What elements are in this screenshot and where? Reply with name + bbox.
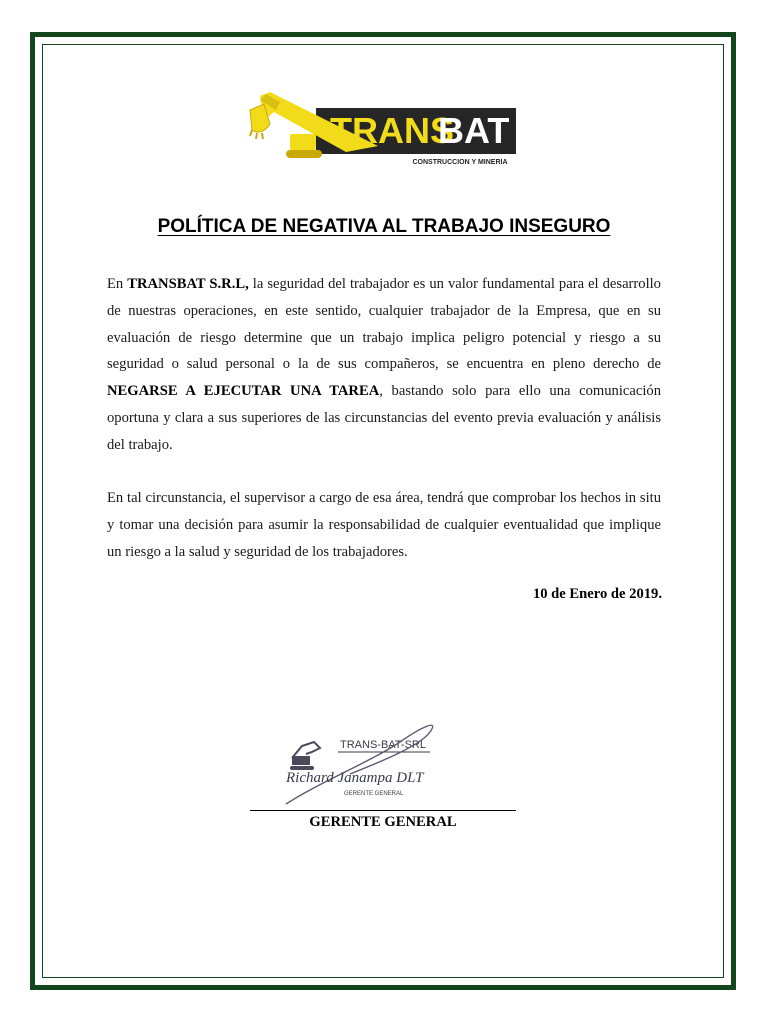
- transbat-logo: [246, 90, 521, 174]
- excavator-tracks-icon: [286, 150, 322, 158]
- stamp-excavator-icon: [292, 742, 320, 758]
- stamp-role: GERENTE GENERAL: [344, 791, 404, 797]
- signature-role: GERENTE GENERAL: [309, 814, 457, 830]
- paragraph-intro: En: [107, 276, 128, 292]
- company-name: TRANSBAT S.R.L,: [127, 276, 249, 292]
- paragraph-text-2: , bastando solo para ello una comunicación oportuna y clara a sus superiores de las circunstancias del evento previa evaluación y análisis del trabajo.: [107, 383, 661, 453]
- stamp-company: TRANS-BAT-SRL: [340, 739, 426, 751]
- signature-stamp: [280, 712, 480, 808]
- signature-graphic: [280, 712, 480, 808]
- policy-paragraph-2: En tal circunstancia, el supervisor a cargo de esa área, tendrá que comprobar los hechos in situ y tomar una decisión para asumir la responsabilidad de cualquier eventualidad que implique un riesgo a la salud y seguridad de los trabajadores.: [107, 490, 661, 560]
- document-date: 10 de Enero de 2019.: [532, 586, 662, 602]
- document-title: POLÍTICA DE NEGATIVA AL TRABAJO INSEGURO: [157, 216, 611, 237]
- excavator-cab-icon: [290, 134, 316, 150]
- logo-name-bat: BAT: [438, 110, 510, 151]
- signer-name: Richard Janampa DLT: [286, 770, 424, 786]
- excavator-logo-graphic: [246, 90, 521, 174]
- refusal-emphasis: NEGARSE A EJECUTAR UNA TAREA: [107, 383, 380, 400]
- logo-tagline: CONSTRUCCION Y MINERIA: [412, 159, 508, 166]
- stamp-excavator-body: [292, 756, 310, 765]
- logo-name-trans: TRANS: [330, 110, 454, 151]
- policy-paragraph-1: [107, 271, 661, 459]
- signature-line: [250, 810, 516, 811]
- paragraph-text-1: la seguridad del trabajador es un valor fundamental para el desarrollo de nuestras operaciones, en este sentido, cualquier trabajador de la Empresa, que en su evaluación de riesgo determine que un trabajo implica peligro potencial y riesgo a su seguridad o salud personal o la de sus compañeros, se encuentra en pleno derecho de: [107, 276, 661, 373]
